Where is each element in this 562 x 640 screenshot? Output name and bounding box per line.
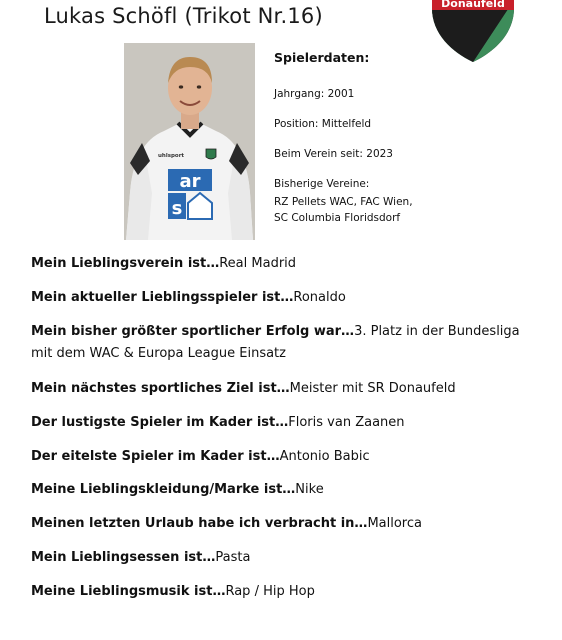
qa-question: Mein aktueller Lieblingsspieler ist…	[31, 290, 294, 305]
shirt-sponsor-bottom: s	[171, 198, 183, 219]
club-since: Beim Verein seit: 2023	[274, 148, 393, 161]
previous-clubs-line: SC Columbia Floridsdorf	[274, 211, 401, 224]
qa-answer: 3. Platz in der Bundesliga mit dem WAC & Europa League Einsatz	[31, 324, 520, 361]
qa-answer: Pasta	[215, 550, 251, 565]
qa-question: Meine Lieblingsmusik ist…	[31, 584, 226, 599]
previous-clubs-line: RZ Pellets WAC, FAC Wien,	[274, 195, 413, 208]
qa-question: Mein bisher größter sportlicher Erfolg war…	[31, 324, 355, 339]
qa-item	[31, 321, 536, 365]
previous-clubs-label: Bisherige Vereine:	[274, 178, 370, 191]
player-photo	[124, 43, 255, 240]
qa-item	[31, 547, 536, 569]
qa-item	[31, 479, 536, 501]
qa-item	[31, 253, 536, 275]
qa-item	[31, 412, 536, 434]
qa-item	[31, 287, 536, 309]
crest-text: Donaufeld	[441, 0, 505, 10]
qa-answer: Meister mit SR Donaufeld	[289, 381, 456, 396]
qa-answer: Real Madrid	[219, 256, 297, 271]
qa-question: Mein Lieblingsverein ist…	[31, 256, 220, 271]
qa-item	[31, 513, 536, 535]
qa-answer: Antonio Babic	[279, 449, 370, 464]
qa-answer: Floris van Zaanen	[288, 415, 405, 430]
qa-item	[31, 446, 536, 468]
shirt-brand-text: uhlsport	[158, 153, 185, 159]
qa-question: Meine Lieblingskleidung/Marke ist…	[31, 482, 296, 497]
player-position: Position: Mittelfeld	[274, 118, 372, 131]
birth-year: Jahrgang: 2001	[274, 87, 355, 100]
qa-question: Der eitelste Spieler im Kader ist…	[31, 449, 280, 464]
page-title: Lukas Schöfl (Trikot Nr.16)	[44, 4, 323, 28]
qa-answer: Rap / Hip Hop	[225, 584, 315, 599]
qa-item	[31, 581, 536, 603]
qa-answer: Ronaldo	[293, 290, 346, 305]
qa-item	[31, 378, 536, 400]
player-data-panel	[274, 50, 413, 227]
qa-answer: Nike	[295, 482, 324, 497]
qa-question: Mein nächstes sportliches Ziel ist…	[31, 381, 290, 396]
player-data-heading: Spielerdaten:	[274, 50, 370, 65]
club-crest-logo	[428, 0, 518, 64]
qa-question: Der lustigste Spieler im Kader ist…	[31, 415, 289, 430]
shirt-sponsor-top: ar	[179, 171, 201, 192]
qa-answer: Mallorca	[367, 516, 422, 531]
qa-question: Meinen letzten Urlaub habe ich verbracht in…	[31, 516, 368, 531]
qa-question: Mein Lieblingsessen ist…	[31, 550, 216, 565]
